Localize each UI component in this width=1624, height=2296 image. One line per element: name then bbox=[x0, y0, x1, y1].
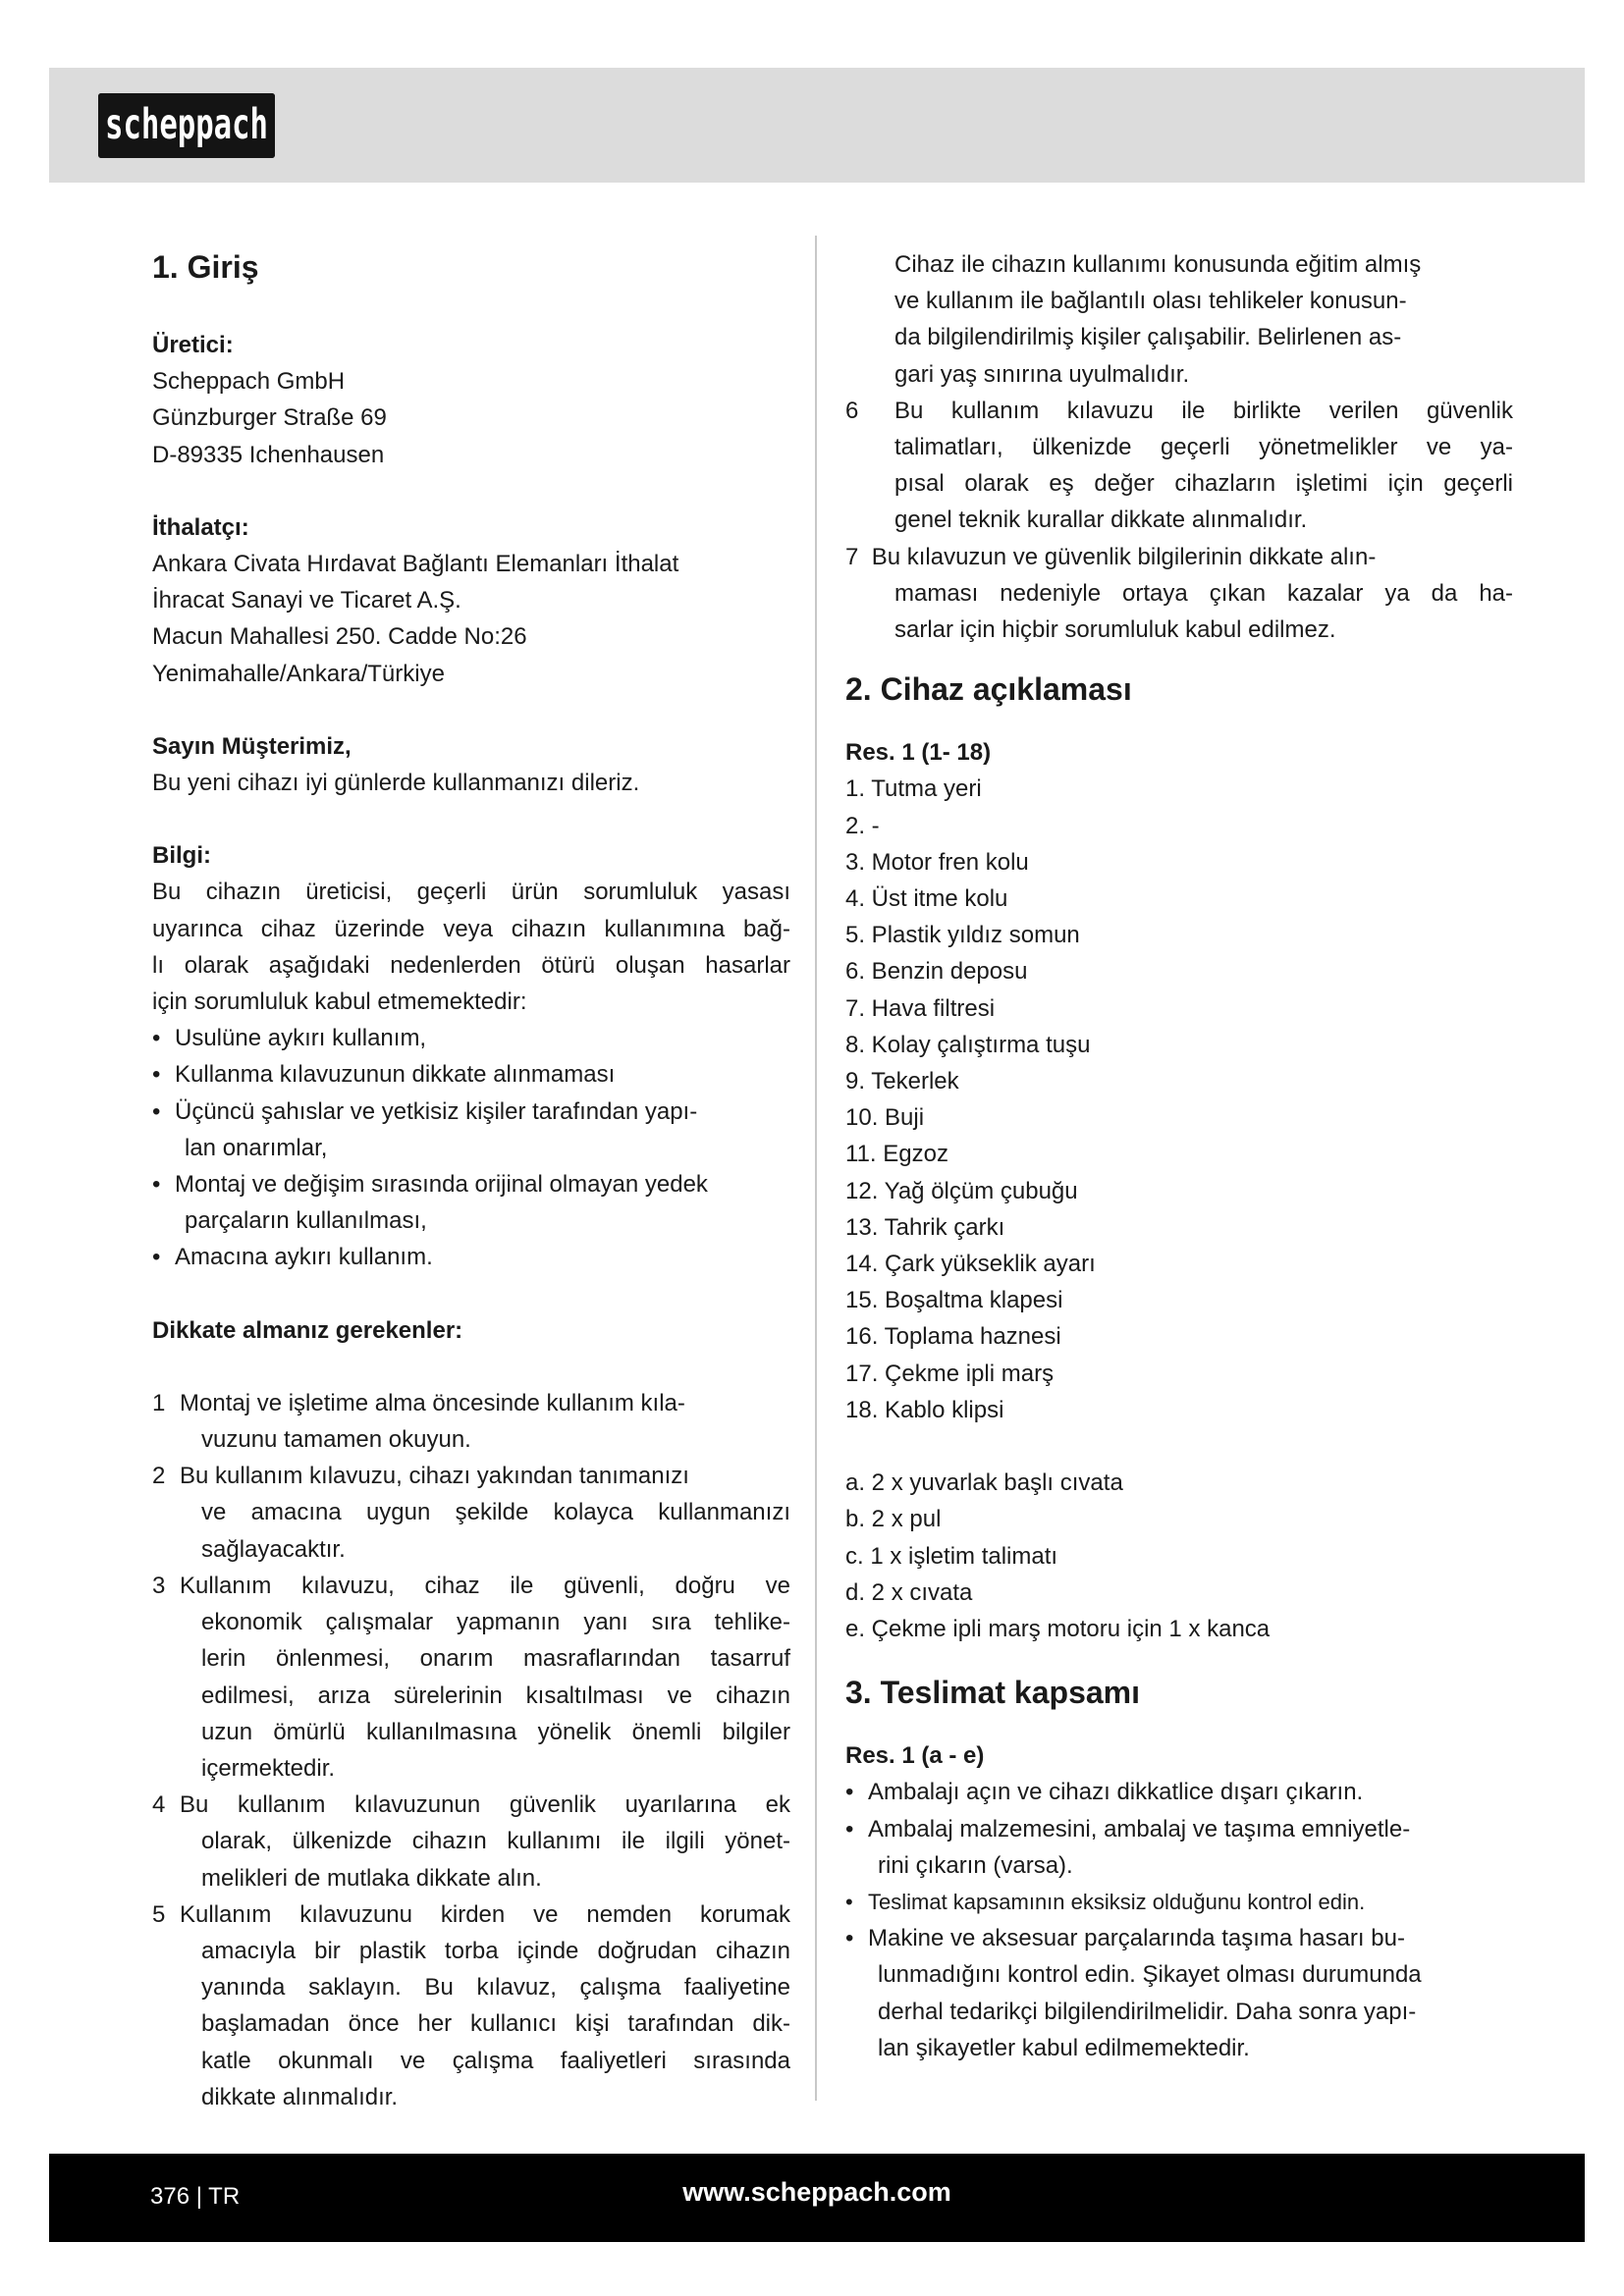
attention-item-2: 2 Bu kullanım kılavuzu, cihazı yakından tanımanızı ve amacına uygun şekilde kolayca kullanmanızı sağlayacaktır. bbox=[152, 1463, 790, 1563]
header-bar bbox=[49, 68, 1585, 183]
accessories-list-item: e. Çekme ipli marş motoru için 1 x kanca bbox=[845, 1615, 1271, 1642]
delivery-list bbox=[845, 1774, 1513, 2066]
manufacturer-line: D-89335 Ichenhausen bbox=[152, 441, 385, 468]
delivery-bullet: • Makine ve aksesuar parçalarında taşıma hasarı bu- lunmadığını kontrol edin. Şikayet olması durumunda derhal tedarikçi bilgilendirilmelidir. Daha sonra yapı- lan şikayetler kabul edilmemektedir. bbox=[845, 1920, 1513, 2066]
info-line: lı olarak aşağıdaki nedenlerden ötürü oluşan hasarlar bbox=[152, 951, 790, 979]
attention-item-6: 6 Bu kullanım kılavuzu ile birlikte verilen güvenlik talimatları, ülkenizde geçerli yönetmelikler ve ya- pısal olarak eş değer cihazların işletimi için geçerli genel teknik kurallar dikkate alınmalıdır. bbox=[845, 397, 1513, 534]
parts-list-item: 4. Üst itme kolu bbox=[845, 885, 1008, 913]
info-bullet: • Amacına aykırı kullanım. bbox=[152, 1239, 790, 1275]
manufacturer-line: Günzburger Straße 69 bbox=[152, 404, 387, 432]
figure-label-delivery: Res. 1 (a - e) bbox=[845, 1742, 985, 1770]
info-bullet: • Üçüncü şahıslar ve yetkisiz kişiler tarafından yapı- lan onarımlar, bbox=[152, 1094, 790, 1166]
parts-list-item: 18. Kablo klipsi bbox=[845, 1396, 1004, 1423]
parts-list-item: 3. Motor fren kolu bbox=[845, 848, 1029, 876]
attention-item-3: 3 Kullanım kılavuzu, cihaz ile güvenli, doğru ve ekonomik çalışmalar yapmanın yanı sıra tehlike- lerin önlenmesi, onarım masraflarından tasarruf edilmesi, arıza sürelerinin kısaltılması ve cihazın uzun ömürlü kullanılmasına yönelik önemli bilgiler içermektedir. bbox=[152, 1572, 790, 1782]
info-bullet: • Kullanma kılavuzunun dikkate alınmaması bbox=[152, 1056, 790, 1093]
footer-bar bbox=[49, 2154, 1585, 2242]
delivery-bullet: • Teslimat kapsamının eksiksiz olduğunu kontrol edin. bbox=[845, 1884, 1513, 1920]
delivery-bullet: • Ambalaj malzemesini, ambalaj ve taşıma emniyetle- rini çıkarın (varsa). bbox=[845, 1811, 1513, 1884]
accessories-list-item: d. 2 x cıvata bbox=[845, 1578, 973, 1606]
page-number: 376 | TR bbox=[150, 2183, 241, 2210]
right-column bbox=[845, 246, 1513, 2066]
manufacturer-block bbox=[152, 327, 790, 473]
parts-list-item: 10. Buji bbox=[845, 1104, 925, 1132]
info-bullet: • Montaj ve değişim sırasında orijinal olmayan yedek parçaların kullanılması, bbox=[152, 1166, 790, 1239]
left-column bbox=[152, 226, 790, 2115]
greeting-text: Bu yeni cihazı iyi günlerde kullanmanızı dileriz. bbox=[152, 770, 640, 797]
parts-list-item: 2. - bbox=[845, 812, 880, 839]
delivery-bullet: • Ambalajı açın ve cihazı dikkatlice dışarı çıkarın. bbox=[845, 1774, 1513, 1810]
importer-line: Yenimahalle/Ankara/Türkiye bbox=[152, 660, 445, 687]
accessories-list-item: c. 1 x işletim talimatı bbox=[845, 1542, 1058, 1570]
importer-line: Macun Mahallesi 250. Cadde No:26 bbox=[152, 623, 527, 651]
info-line: Bu cihazın üreticisi, geçerli ürün sorumluluk yasası bbox=[152, 879, 790, 906]
greeting-block bbox=[152, 728, 790, 801]
section-title-cihaz-aciklamasi: 2. Cihaz açıklaması bbox=[845, 671, 1132, 708]
parts-list-item: 12. Yağ ölçüm çubuğu bbox=[845, 1177, 1078, 1204]
attention-item-5: 5 Kullanım kılavuzunu kirden ve nemden korumak amacıyla bir plastik torba içinde doğrudan cihazın yanında saklayın. Bu kılavuz, çalışma faaliyetine başlamadan önce her kullanıcı kişi tarafından dik- katle okunmalı ve çalışma faaliyetleri sırasında dikkate alınmalıdır. bbox=[152, 1900, 790, 2110]
importer-label: İthalatçı: bbox=[152, 513, 249, 541]
manufacturer-line: Scheppach GmbH bbox=[152, 368, 346, 396]
svg-text:scheppach: scheppach bbox=[105, 100, 268, 150]
parts-list-item: 13. Tahrik çarkı bbox=[845, 1213, 1005, 1241]
parts-list-item: 16. Toplama haznesi bbox=[845, 1323, 1061, 1351]
parts-list-item: 17. Çekme ipli marş bbox=[845, 1360, 1055, 1387]
info-label: Bilgi: bbox=[152, 842, 211, 870]
attention-block bbox=[152, 1312, 790, 2115]
attention-item-1: 1 Montaj ve işletime alma öncesinde kullanım kıla- vuzunu tamamen okuyun. bbox=[152, 1389, 685, 1454]
info-block bbox=[152, 837, 790, 1275]
attention-item-7: 7 Bu kılavuzun ve güvenlik bilgilerinin dikkate alın- maması nedeniyle ortaya çıkan kazalar ya da ha- sarlar için hiçbir sorumluluk kabul edilmez. bbox=[845, 543, 1513, 644]
parts-list-item: 11. Egzoz bbox=[845, 1141, 948, 1168]
importer-line: İhracat Sanayi ve Ticaret A.Ş. bbox=[152, 587, 461, 614]
attention-item-4: 4 Bu kullanım kılavuzunun güvenlik uyarılarına ek olarak, ülkenizde cihazın kullanımı ile ilgili yönet- melikleri de mutlaka dikkate alın. bbox=[152, 1791, 790, 1892]
manufacturer-label: Üretici: bbox=[152, 332, 234, 358]
parts-list-item: 7. Hava filtresi bbox=[845, 994, 996, 1022]
importer-line: Ankara Civata Hırdavat Bağlantı Elemanları İthalat bbox=[152, 551, 679, 578]
scheppach-logo bbox=[98, 93, 275, 158]
section-title-giris: 1. Giriş bbox=[152, 249, 259, 285]
section-title-teslimat-kapsami: 3. Teslimat kapsamı bbox=[845, 1675, 1140, 1711]
parts-list-item: 9. Tekerlek bbox=[845, 1068, 959, 1095]
info-line: için sorumluluk kabul etmemektedir: bbox=[152, 988, 527, 1016]
parts-list-item: 15. Boşaltma klapesi bbox=[845, 1287, 1063, 1314]
column-divider bbox=[815, 236, 817, 2101]
info-line: uyarınca cihaz üzerinde veya cihazın kullanımına bağ- bbox=[152, 915, 790, 942]
info-bullet: • Usulüne aykırı kullanım, bbox=[152, 1020, 790, 1056]
continuation-block: Cihaz ile cihazın kullanımı konusunda eğitim almış ve kullanım ile bağlantılı olası tehlikeler konusun- da bilgilendirilmiş kişiler çalışabilir. Belirlenen as- gari yaş sınırına uyulmalıdır. bbox=[894, 251, 1422, 388]
parts-list-item: 5. Plastik yıldız somun bbox=[845, 922, 1080, 949]
figure-label-parts: Res. 1 (1- 18) bbox=[845, 739, 992, 767]
accessories-list bbox=[845, 1465, 1513, 1647]
parts-list bbox=[845, 771, 1513, 1428]
parts-list-item: 8. Kolay çalıştırma tuşu bbox=[845, 1031, 1091, 1058]
greeting-label: Sayın Müşterimiz, bbox=[152, 732, 352, 760]
importer-block bbox=[152, 509, 790, 692]
parts-list-item: 14. Çark yükseklik ayarı bbox=[845, 1251, 1096, 1278]
parts-list-item: 1. Tutma yeri bbox=[845, 775, 982, 803]
website-link[interactable]: www.scheppach.com bbox=[682, 2177, 951, 2207]
accessories-list-item: a. 2 x yuvarlak başlı cıvata bbox=[845, 1469, 1123, 1497]
attention-label: Dikkate almanız gerekenler: bbox=[152, 1316, 463, 1344]
accessories-list-item: b. 2 x pul bbox=[845, 1506, 942, 1533]
parts-list-item: 6. Benzin deposu bbox=[845, 958, 1028, 986]
